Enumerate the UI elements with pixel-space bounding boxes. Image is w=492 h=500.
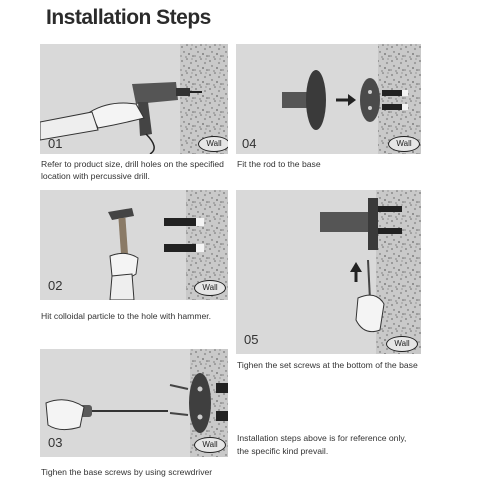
step-01-panel <box>40 44 228 154</box>
step-03-panel <box>40 349 228 457</box>
wall-label: Wall <box>194 280 226 296</box>
step-04-caption <box>237 158 427 170</box>
caption-line: Hit colloidal particle to the hole with hammer. <box>41 311 212 321</box>
step-number: 04 <box>242 136 257 151</box>
step-number: 03 <box>48 435 63 450</box>
wall-label: Wall <box>198 136 228 152</box>
page-title: Installation Steps <box>46 6 211 29</box>
caption-line: Refer to product size, drill holes on the specified <box>41 159 224 169</box>
step-number: 01 <box>48 136 63 151</box>
caption-line: Fit the rod to the base <box>237 159 321 169</box>
set-screw-illustration <box>236 190 421 354</box>
wall-label: Wall <box>388 136 420 152</box>
step-02-panel <box>40 190 228 300</box>
note-line: the specific kind prevail. <box>237 446 329 456</box>
drill-illustration <box>40 44 228 154</box>
step-01-caption <box>41 158 231 182</box>
step-04-panel <box>236 44 421 154</box>
caption-line: Tighen the base screws by using screwdriver <box>41 467 213 477</box>
note-line: Installation steps above is for reference only, <box>237 433 407 443</box>
step-number: 02 <box>48 278 63 293</box>
wall-label: Wall <box>194 437 226 453</box>
caption-line: Tighen the set screws at the bottom of the base <box>237 360 418 370</box>
wall-label: Wall <box>386 336 418 352</box>
installation-note <box>237 432 437 458</box>
step-05-panel <box>236 190 421 354</box>
step-02-caption <box>41 310 231 322</box>
step-03-caption <box>41 466 231 478</box>
step-05-caption <box>237 359 427 371</box>
step-number: 05 <box>244 332 259 347</box>
caption-line: location with percussive drill. <box>41 171 150 181</box>
